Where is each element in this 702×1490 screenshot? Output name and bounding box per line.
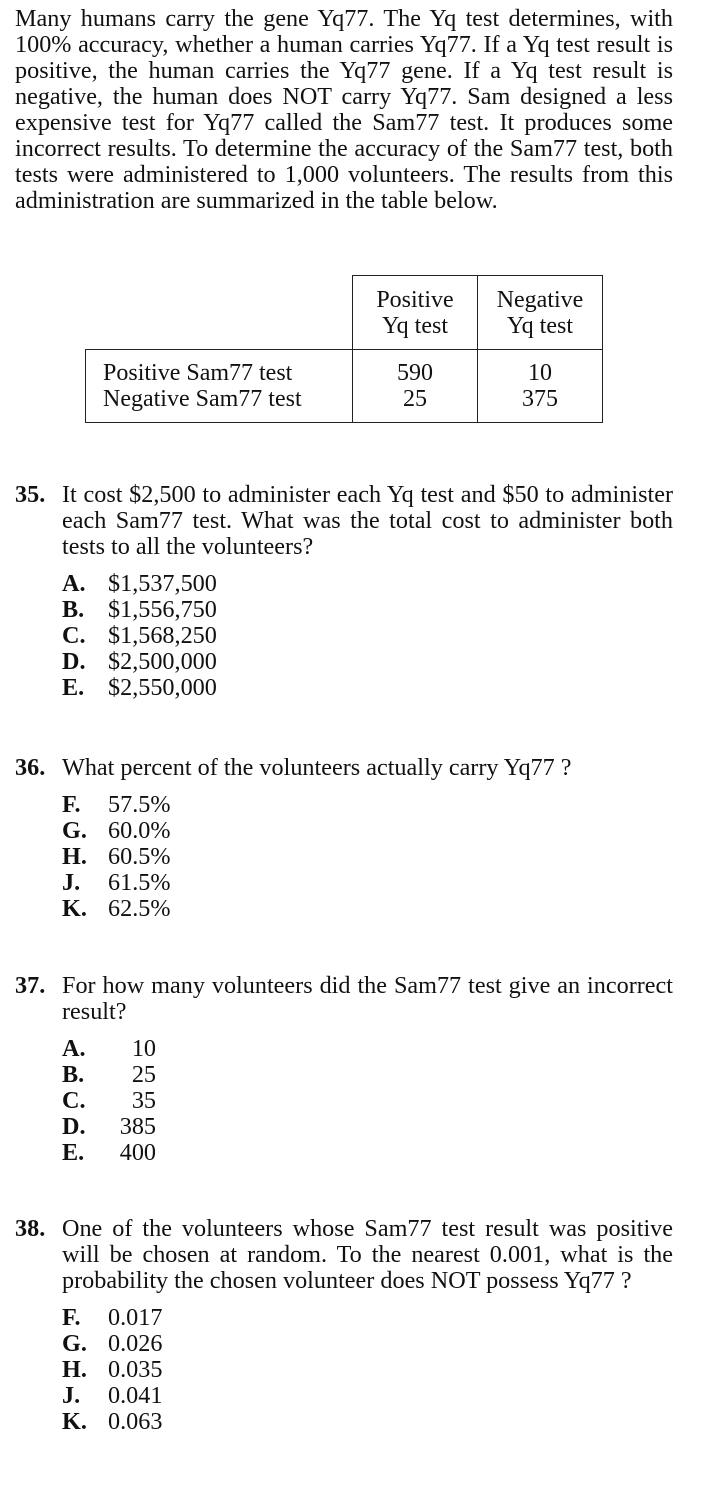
choice-letter: G.	[62, 817, 87, 844]
answer-choice-b[interactable]	[62, 597, 673, 623]
answer-choice-g[interactable]	[62, 818, 673, 844]
choice-letter: K.	[62, 1408, 87, 1435]
choice-value: 400	[119, 1139, 156, 1166]
table-body-row	[86, 350, 603, 423]
row-label-negative-sam77: Negative Sam77 test	[103, 386, 302, 412]
results-table	[85, 275, 603, 423]
header-positive-yq-line1: Positive	[376, 286, 454, 313]
choice-value: 0.026	[108, 1330, 163, 1357]
answer-choice-b[interactable]	[62, 1062, 673, 1088]
choice-letter: K.	[62, 895, 87, 922]
choice-letter: H.	[62, 1356, 87, 1383]
choice-value: 385	[119, 1113, 156, 1140]
choice-value: 60.5%	[108, 843, 171, 870]
header-negative-yq-line1: Negative	[496, 286, 584, 313]
choice-value: 61.5%	[108, 869, 171, 896]
answer-choice-c[interactable]	[62, 1088, 673, 1114]
answer-choice-a[interactable]	[62, 571, 673, 597]
answer-choice-k[interactable]	[62, 896, 673, 922]
negative-yq-values-cell	[478, 350, 603, 423]
choice-letter: E.	[62, 674, 85, 701]
answer-choice-g[interactable]	[62, 1331, 673, 1357]
header-positive-yq	[353, 276, 478, 350]
choice-value: $1,537,500	[108, 570, 217, 597]
choice-value: 0.017	[108, 1304, 163, 1331]
header-negative-yq-line2: Yq test	[507, 312, 573, 339]
answer-choice-d[interactable]	[62, 649, 673, 675]
question-38	[15, 1216, 673, 1435]
row-label-positive-sam77: Positive Sam77 test	[103, 360, 293, 386]
question-36	[15, 755, 673, 922]
header-negative-yq	[478, 276, 603, 350]
choice-letter: D.	[62, 648, 86, 675]
answer-choice-a[interactable]	[62, 1036, 673, 1062]
question-number: 38.	[15, 1215, 46, 1242]
choice-letter: C.	[62, 1087, 86, 1114]
choice-letter: F.	[62, 791, 81, 818]
answer-choices	[62, 1036, 673, 1166]
choice-value: 0.035	[108, 1356, 163, 1383]
answer-choice-e[interactable]	[62, 675, 673, 701]
choice-letter: G.	[62, 1330, 87, 1357]
choice-value: 25	[131, 1061, 156, 1088]
choice-letter: D.	[62, 1113, 86, 1140]
cell-pos-sam-pos-yq: 590	[397, 360, 433, 386]
choice-letter: A.	[62, 1035, 86, 1062]
choice-value: $1,568,250	[108, 622, 217, 649]
table-corner-cell	[86, 276, 353, 350]
choice-value: 10	[131, 1035, 156, 1062]
choice-value: 0.041	[108, 1382, 163, 1409]
choice-letter: B.	[62, 1061, 85, 1088]
question-text: For how many volunteers did the Sam77 test give an incorrect result?	[62, 972, 673, 1025]
choice-letter: J.	[62, 869, 81, 896]
choice-value: $2,500,000	[108, 648, 217, 675]
answer-choice-h[interactable]	[62, 1357, 673, 1383]
question-text: One of the volunteers whose Sam77 test result was positive will be chosen at random. To the nearest 0.001, what is the probability the chosen volunteer does NOT possess Yq77 ?	[62, 1215, 673, 1294]
answer-choices	[62, 571, 673, 701]
answer-choices	[62, 792, 673, 922]
answer-choice-h[interactable]	[62, 844, 673, 870]
answer-choices	[62, 1305, 673, 1435]
positive-yq-values-cell	[353, 350, 478, 423]
choice-letter: F.	[62, 1304, 81, 1331]
answer-choice-f[interactable]	[62, 792, 673, 818]
answer-choice-e[interactable]	[62, 1140, 673, 1166]
answer-choice-d[interactable]	[62, 1114, 673, 1140]
answer-choice-k[interactable]	[62, 1409, 673, 1435]
row-labels-cell	[86, 350, 353, 423]
choice-value: 60.0%	[108, 817, 171, 844]
choice-letter: J.	[62, 1382, 81, 1409]
choice-letter: C.	[62, 622, 86, 649]
choice-letter: B.	[62, 596, 85, 623]
choice-value: $2,550,000	[108, 674, 217, 701]
header-positive-yq-line2: Yq test	[382, 312, 448, 339]
question-number: 36.	[15, 754, 46, 781]
question-number: 37.	[15, 972, 46, 999]
cell-neg-sam-neg-yq: 375	[522, 386, 558, 412]
choice-value: 35	[131, 1087, 156, 1114]
question-number: 35.	[15, 481, 46, 508]
choice-value: 0.063	[108, 1408, 163, 1435]
answer-choice-j[interactable]	[62, 1383, 673, 1409]
question-text: What percent of the volunteers actually carry Yq77 ?	[62, 754, 572, 781]
choice-letter: E.	[62, 1139, 85, 1166]
choice-letter: H.	[62, 843, 87, 870]
question-text: It cost $2,500 to administer each Yq test and $50 to administer each Sam77 test. What was the total cost to administer both tests to all the volunteers?	[62, 481, 673, 560]
answer-choice-c[interactable]	[62, 623, 673, 649]
question-37	[15, 973, 673, 1166]
choice-value: $1,556,750	[108, 596, 217, 623]
answer-choice-f[interactable]	[62, 1305, 673, 1331]
table-header-row	[86, 276, 603, 350]
choice-value: 62.5%	[108, 895, 171, 922]
choice-value: 57.5%	[108, 791, 171, 818]
answer-choice-j[interactable]	[62, 870, 673, 896]
cell-pos-sam-neg-yq: 10	[528, 360, 552, 386]
choice-letter: A.	[62, 570, 86, 597]
question-35	[15, 482, 673, 701]
intro-paragraph: Many humans carry the gene Yq77. The Yq test determines, with 100% accuracy, whether a human carries Yq77. If a Yq test result is positive, the human carries the Yq77 gene. If a Yq test result is negative, the human does NOT carry Yq77. Sam designed a less expensive test for Yq77 called the Sam77 test. It produces some incorrect results. To determine the accuracy of the Sam77 test, both tests were administered to 1,000 volunteers. The results from this administration are summarized in the table below.	[15, 5, 673, 214]
cell-neg-sam-pos-yq: 25	[403, 386, 427, 412]
